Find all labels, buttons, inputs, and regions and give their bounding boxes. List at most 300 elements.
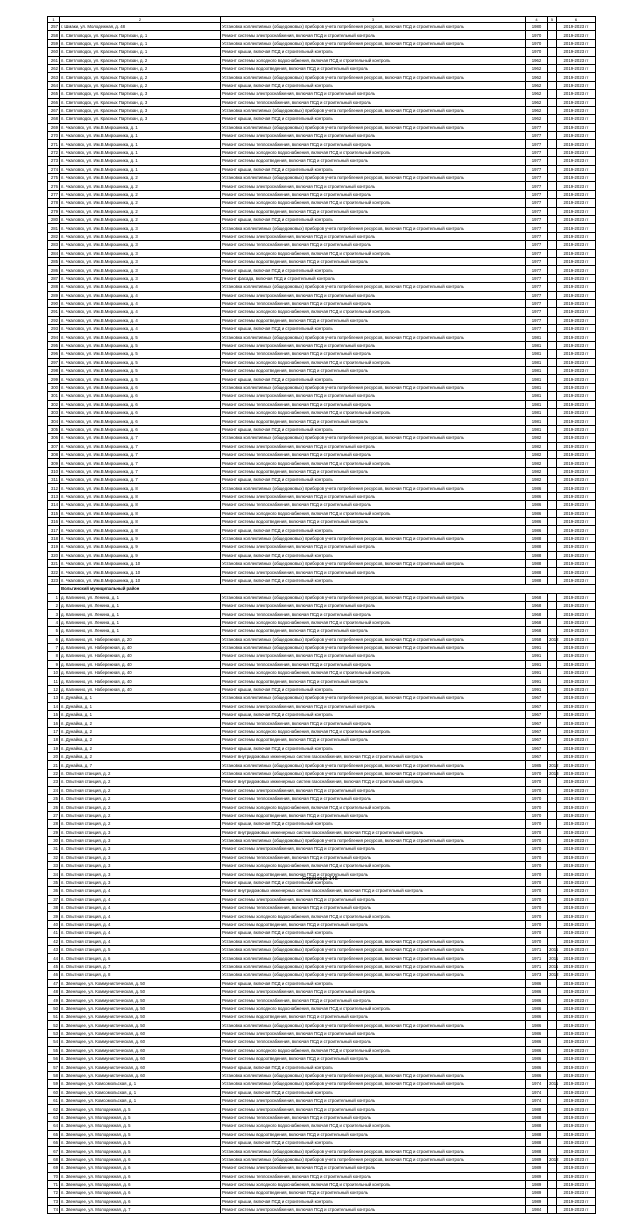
period-cell: 2019-2023 гг xyxy=(557,1130,596,1138)
build-year-cell: 1967 xyxy=(526,711,548,719)
period-cell: 2019-2023 гг xyxy=(557,241,596,249)
work-type-cell: Ремонт системы электроснабжения, включая ПСД и строительный контроль xyxy=(221,601,526,609)
work-type-cell: Ремонт крыши, включая ПСД и строительный контроль xyxy=(221,115,526,123)
address-cell: п. Чкаловск, ул. Им.В.Мирошника, д. 1 xyxy=(60,132,221,140)
table-row xyxy=(48,165,596,173)
overhaul-year-cell xyxy=(548,442,557,450)
row-number-cell: 278 xyxy=(48,199,60,207)
overhaul-year-cell xyxy=(548,887,557,895)
overhaul-year-cell xyxy=(548,904,557,912)
period-cell: 2019-2023 гг xyxy=(557,937,596,945)
work-type-cell: Ремонт системы электроснабжения, включая ПСД и строительный контроль xyxy=(221,652,526,660)
row-number-cell: 321 xyxy=(48,560,60,568)
period-cell: 2019-2023 гг xyxy=(557,442,596,450)
period-cell: 2019-2023 гг xyxy=(557,283,596,291)
build-year-cell: 1970 xyxy=(526,937,548,945)
row-number-cell: 7 xyxy=(48,643,60,651)
row-number-cell: 70 xyxy=(48,1172,60,1180)
table-row xyxy=(48,341,596,349)
build-year-cell: 1967 xyxy=(526,727,548,735)
overhaul-year-cell xyxy=(548,132,557,140)
row-number-cell: 305 xyxy=(48,425,60,433)
table-row xyxy=(48,685,596,693)
table-row xyxy=(48,148,596,156)
address-cell: п. Чкаловск, ул. Им.В.Мирошника, д. 5 xyxy=(60,341,221,349)
address-cell: п. Звенящее, ул. Молодежная, д. 5 xyxy=(60,1105,221,1113)
table-row xyxy=(48,291,596,299)
row-number-cell: 318 xyxy=(48,534,60,542)
overhaul-year-cell xyxy=(548,31,557,39)
work-type-cell: Установка коллективных (общедомовых) приборов учета потребления ресурсов, включая ПСД и строительный контроль xyxy=(221,945,526,953)
work-type-cell: Ремонт системы водоотведения, включая ПСД и строительный контроль xyxy=(221,870,526,878)
row-number-cell: 275 xyxy=(48,174,60,182)
overhaul-year-cell xyxy=(548,241,557,249)
row-number-cell: 272 xyxy=(48,148,60,156)
address-cell: п. Звенящее, ул. Коммунистическая, д. 50 xyxy=(60,996,221,1004)
period-cell: 2019-2023 гг xyxy=(557,291,596,299)
period-cell: 2019-2023 гг xyxy=(557,48,596,56)
row-number-cell: 44 xyxy=(48,954,60,962)
build-year-cell: 1970 xyxy=(526,794,548,802)
work-type-cell: Ремонт крыши, включая ПСД и строительный контроль xyxy=(221,1197,526,1205)
address-cell: п. Звенящее, ул. Коммунистическая, д. 60 xyxy=(60,1046,221,1054)
period-cell: 2019-2023 гг xyxy=(557,367,596,375)
period-cell: 2019-2023 гг xyxy=(557,1046,596,1054)
overhaul-year-cell xyxy=(548,610,557,618)
address-cell: п. Опытная станция, д. 6 xyxy=(60,954,221,962)
row-number-cell: 314 xyxy=(48,501,60,509)
row-number-cell: 46 xyxy=(48,971,60,979)
row-number-cell: 317 xyxy=(48,526,60,534)
table-row xyxy=(48,904,596,912)
address-cell: п. Чкаловск, ул. Им.В.Мирошника, д. 9 xyxy=(60,551,221,559)
overhaul-year-cell xyxy=(548,1021,557,1029)
work-type-cell: Ремонт системы теплоснабжения, включая ПСД и строительный контроль xyxy=(221,610,526,618)
work-type-cell: Установка коллективных (общедомовых) приборов учета потребления ресурсов, включая ПСД и строительный контроль xyxy=(221,73,526,81)
row-number-cell: 261 xyxy=(48,56,60,64)
work-type-cell: Ремонт системы электроснабжения, включая ПСД и строительный контроль xyxy=(221,1097,526,1105)
row-number-cell: 301 xyxy=(48,392,60,400)
period-cell: 2019-2023 гг xyxy=(557,786,596,794)
table-row xyxy=(48,744,596,752)
table-row xyxy=(48,199,596,207)
period-cell: 2019-2023 гг xyxy=(557,954,596,962)
work-type-cell: Ремонт крыши, включая ПСД и строительный контроль xyxy=(221,425,526,433)
overhaul-year-cell xyxy=(548,576,557,584)
row-number-cell: 279 xyxy=(48,207,60,215)
period-cell: 2019-2023 гг xyxy=(557,534,596,542)
overhaul-year-cell xyxy=(548,123,557,131)
table-row xyxy=(48,367,596,375)
build-year-cell: 1970 xyxy=(526,887,548,895)
address-cell: п. Чкаловск, ул. Им.В.Мирошника, д. 2 xyxy=(60,215,221,223)
address-cell: п. Чкаловск, ул. Им.В.Мирошника, д. 4 xyxy=(60,291,221,299)
work-type-cell: Установка коллективных (общедомовых) приборов учета потребления ресурсов, включая ПСД и строительный контроль xyxy=(221,937,526,945)
build-year-cell: 1977 xyxy=(526,157,548,165)
row-number-cell: 2 xyxy=(48,601,60,609)
overhaul-year-cell xyxy=(548,752,557,760)
build-year-cell: 1981 xyxy=(526,350,548,358)
address-cell: п. Чкаловск, ул. Им.В.Мирошника, д. 8 xyxy=(60,501,221,509)
table-row xyxy=(48,1013,596,1021)
overhaul-year-cell: 2011 xyxy=(549,963,559,969)
work-type-cell: Ремонт системы холодного водоснабжения, включая ПСД и строительный контроль xyxy=(221,358,526,366)
work-type-cell: Ремонт системы электроснабжения, включая ПСД и строительный контроль xyxy=(221,895,526,903)
address-cell: п. Опытная станция, д. 3 xyxy=(60,878,221,886)
table-row xyxy=(48,996,596,1004)
overhaul-year-cell xyxy=(548,333,557,341)
build-year-cell: 1970 xyxy=(526,39,548,47)
overhaul-year-cell xyxy=(548,979,557,987)
overhaul-year-cell xyxy=(548,660,557,668)
row-number-cell: 287 xyxy=(48,274,60,282)
work-type-cell: Ремонт крыши, включая ПСД и строительный контроль xyxy=(221,878,526,886)
table-row xyxy=(48,1029,596,1037)
table-row xyxy=(48,987,596,995)
overhaul-year-cell xyxy=(548,257,557,265)
table-row xyxy=(48,467,596,475)
period-cell: 2019-2023 гг xyxy=(557,383,596,391)
period-cell: 2019-2023 гг xyxy=(557,333,596,341)
period-cell: 2019-2023 гг xyxy=(557,669,596,677)
table-row xyxy=(48,803,596,811)
table-row xyxy=(48,669,596,677)
work-type-cell: Установка коллективных (общедомовых) приборов учета потребления ресурсов, включая ПСД и строительный контроль xyxy=(221,1155,526,1163)
table-row xyxy=(48,350,596,358)
period-cell: 2019-2023 гг xyxy=(557,1113,596,1121)
overhaul-year-cell xyxy=(548,794,557,802)
period-cell: 2019-2023 гг xyxy=(557,199,596,207)
build-year-cell: 1977 xyxy=(526,249,548,257)
table-row xyxy=(48,560,596,568)
build-year-cell: 1971 xyxy=(526,962,548,970)
work-type-cell: Установка коллективных (общедомовых) приборов учета потребления ресурсов, включая ПСД и строительный контроль xyxy=(221,283,526,291)
period-cell: 2019-2023 гг xyxy=(557,492,596,500)
address-cell: п. Звенящее, ул. Молодежная, д. 6 xyxy=(60,1180,221,1188)
row-number-cell: 302 xyxy=(48,400,60,408)
table-row xyxy=(48,442,596,450)
overhaul-year-cell xyxy=(548,1013,557,1021)
table-row xyxy=(48,375,596,383)
row-number-cell: 316 xyxy=(48,518,60,526)
period-cell: 2019-2023 гг xyxy=(557,1206,596,1214)
work-type-cell: Ремонт системы теплоснабжения, включая ПСД и строительный контроль xyxy=(221,1038,526,1046)
build-year-cell: 1981 xyxy=(526,375,548,383)
work-type-cell: Установка коллективных (общедомовых) приборов учета потребления ресурсов, включая ПСД и строительный контроль xyxy=(221,694,526,702)
period-cell: 2019-2023 гг xyxy=(557,249,596,257)
period-cell: 2019-2023 гг xyxy=(557,64,596,72)
work-type-cell: Ремонт крыши, включая ПСД и строительный контроль xyxy=(221,375,526,383)
address-cell: п. Опытная станция, д. 5 xyxy=(60,945,221,953)
overhaul-year-cell xyxy=(548,685,557,693)
table-row xyxy=(48,509,596,517)
row-number-cell: 60 xyxy=(48,1088,60,1096)
work-type-cell: Ремонт системы водоотведения, включая ПСД и строительный контроль xyxy=(221,417,526,425)
table-row xyxy=(48,853,596,861)
period-cell: 2019-2023 гг xyxy=(557,652,596,660)
work-type-cell: Ремонт системы электроснабжения, включая ПСД и строительный контроль xyxy=(221,845,526,853)
work-type-cell: Установка коллективных (общедомовых) приборов учета потребления ресурсов, включая ПСД и строительный контроль xyxy=(221,560,526,568)
period-cell: 2019-2023 гг xyxy=(557,358,596,366)
address-cell: п. Звенящее, ул. Молодежная, д. 5 xyxy=(60,1122,221,1130)
address-cell: п. Опытная станция, д. 3 xyxy=(60,845,221,853)
overhaul-year-cell xyxy=(548,106,557,114)
build-year-cell: 1962 xyxy=(526,64,548,72)
build-year-cell: 1977 xyxy=(526,123,548,131)
work-type-cell: Ремонт системы электроснабжения, включая ПСД и строительный контроль xyxy=(221,291,526,299)
period-cell: 2019-2023 гг xyxy=(557,727,596,735)
table-row xyxy=(48,140,596,148)
build-year-cell: 1970 xyxy=(526,853,548,861)
build-year-cell: 1970 xyxy=(526,31,548,39)
overhaul-year-cell: 2012 xyxy=(549,762,559,768)
period-cell: 2019-2023 гг xyxy=(557,794,596,802)
work-type-cell: Ремонт системы теплоснабжения, включая ПСД и строительный контроль xyxy=(221,1172,526,1180)
row-number-cell: 273 xyxy=(48,157,60,165)
build-year-cell: 1989 xyxy=(526,1180,548,1188)
overhaul-year-cell xyxy=(548,140,557,148)
row-number-cell: 263 xyxy=(48,73,60,81)
build-year-cell: 1973 xyxy=(526,971,548,979)
work-type-cell: Установка коллективных (общедомовых) приборов учета потребления ресурсов, включая ПСД и строительный контроль xyxy=(221,106,526,114)
overhaul-year-cell: 2011 xyxy=(549,955,559,961)
period-cell: 2019-2023 гг xyxy=(557,459,596,467)
period-cell: 2019-2023 гг xyxy=(557,123,596,131)
period-cell: 2019-2023 гг xyxy=(557,1155,596,1163)
overhaul-year-cell xyxy=(548,677,557,685)
overhaul-year-cell xyxy=(548,274,557,282)
overhaul-year-cell xyxy=(548,543,557,551)
build-year-cell: 1962 xyxy=(526,56,548,64)
work-type-cell: Установка коллективных (общедомовых) приборов учета потребления ресурсов, включая ПСД и строительный контроль xyxy=(221,1147,526,1155)
build-year-cell: 1986 xyxy=(526,492,548,500)
work-type-cell: Ремонт крыши, включая ПСД и строительный контроль xyxy=(221,685,526,693)
row-number-cell: 48 xyxy=(48,987,60,995)
table-row xyxy=(48,711,596,719)
address-cell: п. Чкаловск, ул. Им.В.Мирошника, д. 5 xyxy=(60,367,221,375)
period-cell: 2019-2023 гг xyxy=(557,450,596,458)
period-cell: 2019-2023 гг xyxy=(557,467,596,475)
row-number-cell: 10 xyxy=(48,669,60,677)
row-number-cell: 13 xyxy=(48,694,60,702)
address-cell: п. Чкаловск, ул. Им.В.Мирошника, д. 8 xyxy=(60,492,221,500)
table-row xyxy=(48,400,596,408)
period-cell: 2019-2023 гг xyxy=(557,643,596,651)
address-cell: п. Опытная станция, д. 2 xyxy=(60,794,221,802)
overhaul-year-cell xyxy=(548,836,557,844)
build-year-cell: 1981 xyxy=(526,408,548,416)
address-cell: п. Дунайка, д. 2 xyxy=(60,752,221,760)
row-number-cell: 264 xyxy=(48,81,60,89)
address-cell: п. Опытная станция, д. 2 xyxy=(60,786,221,794)
period-cell: 2019-2023 гг xyxy=(557,769,596,777)
header-cell: 1 xyxy=(48,17,60,23)
build-year-cell: 1981 xyxy=(526,367,548,375)
table-row xyxy=(48,115,596,123)
work-type-cell: Ремонт системы электроснабжения, включая ПСД и строительный контроль xyxy=(221,492,526,500)
row-number-cell: 258 xyxy=(48,31,60,39)
table-row xyxy=(48,694,596,702)
address-cell: п. Звенящее, ул. Молодежная, д. 5 xyxy=(60,1138,221,1146)
row-number-cell: 61 xyxy=(48,1097,60,1105)
table-row xyxy=(48,929,596,937)
table-row xyxy=(48,1063,596,1071)
period-cell: 2019-2023 гг xyxy=(557,39,596,47)
row-number-cell: 37 xyxy=(48,895,60,903)
build-year-cell: 1970 xyxy=(526,904,548,912)
row-number-cell: 56 xyxy=(48,1055,60,1063)
build-year-cell: 1970 xyxy=(526,769,548,777)
overhaul-year-cell xyxy=(548,853,557,861)
table-row xyxy=(48,274,596,282)
build-year-cell: 1988 xyxy=(526,1130,548,1138)
overhaul-year-cell xyxy=(548,987,557,995)
table-row xyxy=(48,492,596,500)
row-number-cell: 73 xyxy=(48,1197,60,1205)
overhaul-year-cell xyxy=(548,1071,557,1079)
overhaul-year-cell xyxy=(548,811,557,819)
table-row xyxy=(48,383,596,391)
overhaul-year-cell xyxy=(548,1029,557,1037)
row-number-cell: 21 xyxy=(48,761,60,769)
build-year-cell: 1991 xyxy=(526,677,548,685)
overhaul-year-cell xyxy=(548,711,557,719)
build-year-cell: 1977 xyxy=(526,316,548,324)
address-cell: п. Чкаловск, ул. Им.В.Мирошника, д. 5 xyxy=(60,358,221,366)
overhaul-year-cell xyxy=(548,434,557,442)
table-row xyxy=(48,518,596,526)
period-cell: 2019-2023 гг xyxy=(557,215,596,223)
period-cell: 2019-2023 гг xyxy=(557,627,596,635)
address-cell: п. Звенящее, ул. Комсомольская, д. 1 xyxy=(60,1097,221,1105)
row-number-cell: 31 xyxy=(48,845,60,853)
work-type-cell: Ремонт системы холодного водоснабжения, включая ПСД и строительный контроль xyxy=(221,199,526,207)
table-row xyxy=(48,1105,596,1113)
table-row xyxy=(48,23,596,31)
table-row xyxy=(48,828,596,836)
table-row xyxy=(48,299,596,307)
build-year-cell: 1962 xyxy=(526,115,548,123)
table-row xyxy=(48,1046,596,1054)
period-cell: 2019-2023 гг xyxy=(557,618,596,626)
work-type-cell: Ремонт системы водоотведения, включая ПСД и строительный контроль xyxy=(221,316,526,324)
address-cell: п. Опытная станция, д. 4 xyxy=(60,937,221,945)
overhaul-year-cell xyxy=(548,492,557,500)
overhaul-year-cell xyxy=(548,81,557,89)
address-cell: п. Дунайка, д. 2 xyxy=(60,736,221,744)
build-year-cell: 1977 xyxy=(526,190,548,198)
period-cell: 2019-2023 гг xyxy=(557,115,596,123)
row-number-cell: 36 xyxy=(48,887,60,895)
row-number-cell: 33 xyxy=(48,862,60,870)
row-number-cell: 68 xyxy=(48,1155,60,1163)
table-row xyxy=(48,1080,596,1088)
row-number-cell: 284 xyxy=(48,249,60,257)
table-row xyxy=(48,266,596,274)
period-cell: 2019-2023 гг xyxy=(557,853,596,861)
overhaul-year-cell xyxy=(548,518,557,526)
period-cell: 2019-2023 гг xyxy=(557,719,596,727)
work-type-cell: Установка коллективных (общедомовых) приборов учета потребления ресурсов, включая ПСД и строительный контроль xyxy=(221,534,526,542)
build-year-cell: 1970 xyxy=(526,878,548,886)
period-cell: 2019-2023 гг xyxy=(557,560,596,568)
period-cell: 2019-2023 гг xyxy=(557,694,596,702)
row-number-cell: 269 xyxy=(48,123,60,131)
row-number-cell: 29 xyxy=(48,828,60,836)
work-type-cell: Ремонт системы теплоснабжения, включая ПСД и строительный контроль xyxy=(221,241,526,249)
build-year-cell: 1970 xyxy=(526,828,548,836)
address-cell: п. Дунайка, д. 1 xyxy=(60,702,221,710)
header-cell: 2 xyxy=(60,17,221,23)
table-row xyxy=(48,257,596,265)
work-type-cell: Ремонт крыши, включая ПСД и строительный контроль xyxy=(221,325,526,333)
row-number-cell: 50 xyxy=(48,1004,60,1012)
period-cell: 2019-2023 гг xyxy=(557,425,596,433)
overhaul-year-cell xyxy=(548,1038,557,1046)
address-cell: п. Чкаловск, ул. Им.В.Мирошника, д. 6 xyxy=(60,383,221,391)
build-year-cell: 1986 xyxy=(526,1029,548,1037)
table-row xyxy=(48,157,596,165)
period-cell: 2019-2023 гг xyxy=(557,1029,596,1037)
work-type-cell: Ремонт системы холодного водоснабжения, включая ПСД и строительный контроль xyxy=(221,459,526,467)
overhaul-year-cell xyxy=(548,400,557,408)
overhaul-year-cell xyxy=(548,408,557,416)
row-number-cell: 69 xyxy=(48,1164,60,1172)
period-cell: 2019-2023 гг xyxy=(557,752,596,760)
table-row xyxy=(48,593,596,601)
table-row xyxy=(48,1155,596,1163)
work-type-cell: Ремонт системы холодного водоснабжения, включая ПСД и строительный контроль xyxy=(221,803,526,811)
build-year-cell: 1989 xyxy=(526,1155,548,1163)
overhaul-year-cell xyxy=(548,509,557,517)
address-cell: п. Чкаловск, ул. Им.В.Мирошника, д. 10 xyxy=(60,576,221,584)
work-type-cell: Ремонт крыши, включая ПСД и строительный контроль xyxy=(221,165,526,173)
work-type-cell: Ремонт системы теплоснабжения, включая ПСД и строительный контроль xyxy=(221,98,526,106)
table-row xyxy=(48,174,596,182)
build-year-cell: 1985 xyxy=(526,761,548,769)
work-type-cell: Ремонт системы электроснабжения, включая ПСД и строительный контроль xyxy=(221,1206,526,1214)
build-year-cell: 1962 xyxy=(526,106,548,114)
address-cell: д. Калинино, ул. Набережная, д. 40 xyxy=(60,652,221,660)
build-year-cell: 1977 xyxy=(526,182,548,190)
build-year-cell: 1977 xyxy=(526,148,548,156)
period-cell: 2019-2023 гг xyxy=(557,987,596,995)
work-type-cell: Ремонт системы водоотведения, включая ПСД и строительный контроль xyxy=(221,677,526,685)
row-number-cell: 290 xyxy=(48,299,60,307)
table-row xyxy=(48,845,596,853)
address-cell: п. Чкаловск, ул. Им.В.Мирошника, д. 5 xyxy=(60,350,221,358)
work-type-cell: Ремонт системы водоотведения, включая ПСД и строительный контроль xyxy=(221,257,526,265)
period-cell: 2019-2023 гг xyxy=(557,190,596,198)
table-row xyxy=(48,635,596,643)
build-year-cell: 1981 xyxy=(526,383,548,391)
row-number-cell: 22 xyxy=(48,769,60,777)
period-cell: 2019-2023 гг xyxy=(557,1097,596,1105)
period-cell: 2019-2023 гг xyxy=(557,400,596,408)
period-cell: 2019-2023 гг xyxy=(557,962,596,970)
overhaul-year-cell xyxy=(548,1206,557,1214)
overhaul-year-cell xyxy=(548,299,557,307)
row-number-cell: 42 xyxy=(48,937,60,945)
row-number-cell: 62 xyxy=(48,1105,60,1113)
address-cell: п. Опытная станция, д. 3 xyxy=(60,862,221,870)
address-cell: п. Чкаловск, ул. Им.В.Мирошника, д. 4 xyxy=(60,299,221,307)
overhaul-year-cell xyxy=(548,73,557,81)
work-type-cell: Ремонт системы электроснабжения, включая ПСД и строительный контроль xyxy=(221,232,526,240)
work-type-cell: Ремонт системы холодного водоснабжения, включая ПСД и строительный контроль xyxy=(221,1046,526,1054)
address-cell: п. Светловодск, ул. Красных Партизан, д. 3 xyxy=(60,115,221,123)
build-year-cell: 1986 xyxy=(526,518,548,526)
